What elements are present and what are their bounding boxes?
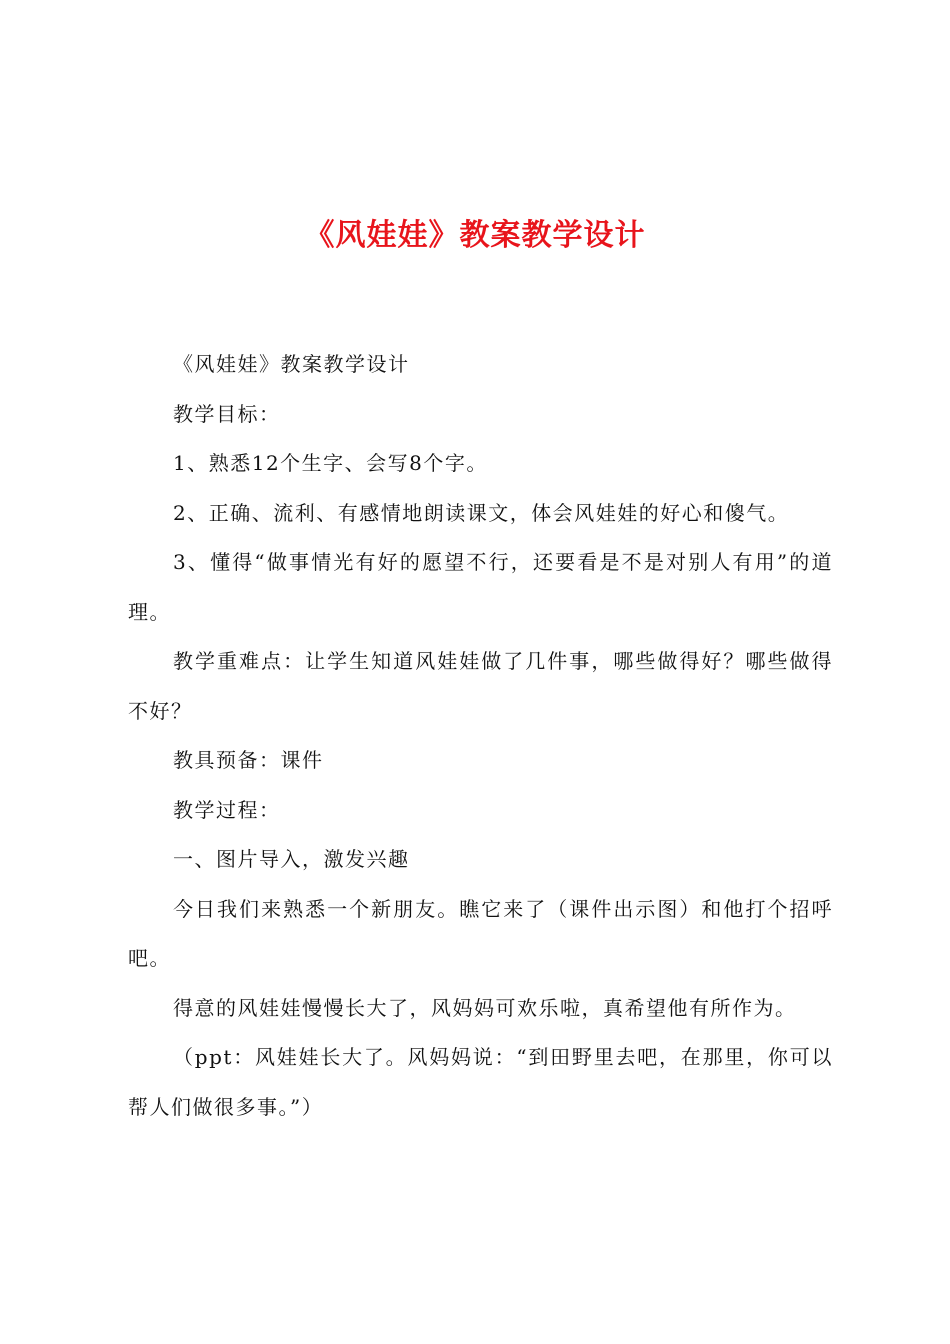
paragraph-intro: 今日我们来熟悉一个新朋友。瞧它来了（课件出示图）和他打个招呼吧。 (128, 896, 833, 970)
paragraph-process-heading: 教学过程： (173, 797, 281, 822)
document-title: 《风娃娃》教案教学设计 (304, 218, 646, 253)
paragraph-objective-3: 3、懂得“做事情光有好的愿望不行，还要看是不是对别人有用”的道理。 (128, 550, 833, 624)
paragraph-objectives-heading: 教学目标： (173, 401, 281, 426)
paragraph-objective-2: 2、正确、流利、有感情地朗读课文，体会风娃娃的好心和傻气。 (173, 500, 790, 525)
document-body (128, 340, 833, 1132)
paragraph-objective-1: 1、熟悉12个生字、会写8个字。 (173, 451, 488, 475)
paragraph-growth: 得意的风娃娃慢慢长大了，风妈妈可欢乐啦，真希望他有所作为。 (173, 995, 797, 1020)
paragraph-ppt-quote: （ppt：风娃娃长大了。风妈妈说：“到田野里去吧，在那里，你可以帮人们做很多事。”） (128, 1045, 833, 1119)
paragraph-section-1-heading: 一、图片导入，激发兴趣 (173, 847, 410, 871)
paragraph-teaching-aids: 教具预备：课件 (173, 748, 324, 772)
paragraph-lesson-title: 《风娃娃》教案教学设计 (173, 352, 410, 376)
paragraph-key-difficulties: 教学重难点：让学生知道风娃娃做了几件事，哪些做得好？哪些做得不好？ (128, 649, 833, 723)
